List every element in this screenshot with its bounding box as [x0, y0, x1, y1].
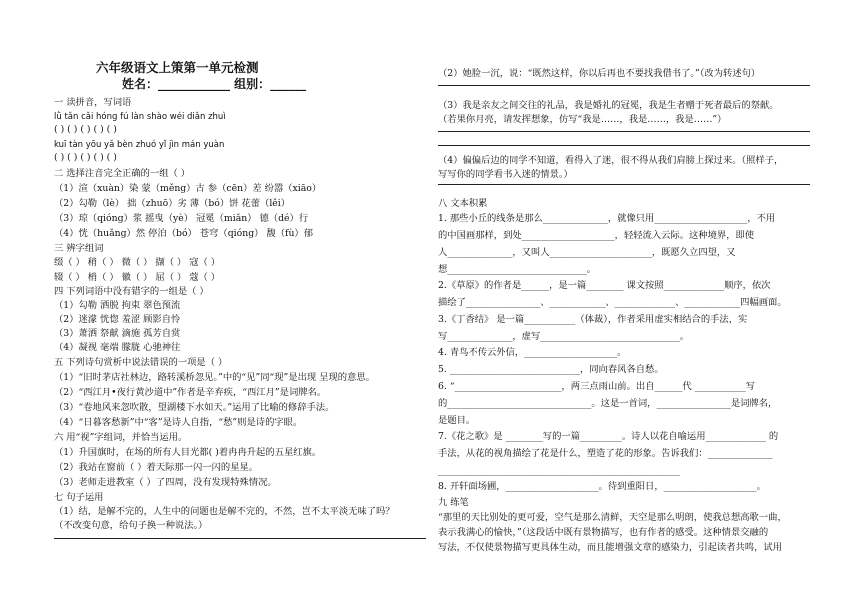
text-line: 6. “_______________________，两三点雨山前。出自______代 ___________写	[438, 381, 756, 392]
text-line: （3）琼（qióng）浆 摇曳（yè） 冠冕（miǎn） 德（dé）行	[54, 213, 309, 224]
text-line: （1）结，是解不完的，人生中的问题也是解不完的，不然，岂不太平淡无味了吗？	[54, 506, 395, 517]
text-line: （3）我是亲友之间交往的礼品，我是婚礼的冠冕，我是生者赠于死者最后的祭献。	[438, 100, 779, 111]
text-line: 3.《丁香结》 是一篇___________（体裁），作者采用虚实相结合的手法，实	[438, 314, 748, 325]
text-line: 7.《花之歌》是 ________写的一篇_________。诗人以花自喻运用_____________ 的	[438, 431, 779, 442]
answer-line	[438, 184, 810, 185]
text-line: 六 用“视”字组词，并恰当运用。	[54, 432, 188, 443]
text-line: 三 辨字组词	[54, 243, 104, 254]
text-line: （2）我站在窗前（ ）着天际那一闪一闪的星星。	[54, 462, 259, 473]
text-line: 5. ____________________________，同向春风各自愁。	[438, 364, 664, 375]
text-line: 1. 那些小丘的线条是那么______________，就像只用____________________，不用	[438, 213, 776, 224]
text-line: ____________________________________________________	[438, 465, 680, 476]
text-line: （4）偏偏后边的同学不知道，看得入了迷，很不得从我们肩膀上探过来。（照样子，	[438, 155, 784, 166]
text-line: “那里的天比别处的更可爱，空气是那么清鲜，天空是那么明朗，使我总想高歌一曲，	[438, 512, 787, 523]
answer-line	[54, 538, 426, 539]
text-line: 表示我满心的愉快，”（这段话中既有景物描写，也有作者的感受。这种情景交融的	[438, 527, 769, 538]
text-line: ( ) ( ) ( ) ( ) ( )	[54, 152, 117, 163]
text-line: 的_______________________________。这是一首词，________________是词牌名，	[438, 398, 778, 409]
text-line: （2）勾勒（lè） 拙（zhuō）劣 薄（bó）饼 花蕾（lěi）	[54, 198, 291, 209]
text-line: 一 读拼音，写词语	[54, 97, 132, 108]
text-line: 人______________，又叫人______________________，既愿久立四望，又	[438, 247, 736, 258]
text-line: 二 选择注音完全正确的一组（ ）	[54, 168, 191, 179]
text-line: （3）萧洒 祭献 滴施 孤芳自赏	[54, 328, 181, 339]
text-line: 辍（ ） 梢（ ） 徽（ ） 屈（ ） 蔻（ ）	[54, 272, 221, 283]
text-line: 4. 青鸟不传云外信，____________________。	[438, 347, 627, 358]
text-line: （1）勾勒 洒脱 拘束 翠色预流	[54, 300, 181, 311]
text-line: 手法，从花的视角描绘了花是什么，塑造了花的形象。告诉我们：______________	[438, 448, 773, 459]
text-line: 姓名：____________ 组别：______	[122, 77, 307, 91]
text-line: 是题目。	[438, 415, 476, 426]
text-line: ( ) ( ) ( ) ( ) ( )	[54, 124, 117, 135]
text-line: （2）迷濛 恍惚 羞涩 顾影自怜	[54, 314, 181, 325]
text-line: （1）渲（xuàn）染 蒙（měng）古 参（cēn）差 纷嚣（xiāo）	[54, 183, 322, 194]
text-line: 写法，不仅使景物描写更具体生动，而且能增强文章的感染力，引起读者共鸣，试用	[438, 542, 782, 553]
text-line: 的中国画那样，到处____________________，轻轻流入云际。这种境界，即使	[438, 230, 755, 241]
text-line: （3）“卷地风来忽吹散，望湖楼下水如天。”运用了比喻的修辞手法。	[54, 402, 335, 413]
text-line: （4）凝视 毫端 朦胧 心驰神往	[54, 342, 181, 353]
text-line: （若果你月亮，请发挥想象，仿写“我是……，我是……，我是……”）	[438, 114, 727, 125]
text-line: 五 下列诗句赏析中说法错误的一项是（ ）	[54, 357, 228, 368]
text-line: lǜ tǎn cǎi hóng fú làn shào wéi diǎn zhuì	[54, 112, 226, 122]
text-line: 描绘了________________、____________、_____________、____________四幅画面。	[438, 297, 787, 308]
text-line: （1）升国旗时，在场的所有人目光都( )着冉冉升起的五星红旗。	[54, 447, 322, 458]
text-line: 缀（ ） 稍（ ） 微（ ） 撷（ ） 寇（ ）	[54, 257, 221, 268]
text-line: （不改变句意，给句子换一种说法。）	[54, 520, 208, 531]
answer-line	[438, 131, 810, 132]
answer-line	[438, 85, 810, 86]
text-line: 想______________________________。	[438, 264, 597, 275]
text-line: （2）她脸一沉，说：“既然这样，你以后再也不要找我借书了。”（改为转述句）	[438, 68, 761, 79]
text-line: 写写你的同学看书入迷的情景。）	[438, 169, 573, 180]
text-line: 七 句子运用	[54, 492, 104, 503]
answer-line	[438, 145, 810, 146]
text-line: （1）“旧时茅店社林边，路转溪桥忽见。”中的“见”同“现”是出现 呈现的意思。	[54, 372, 375, 383]
text-line: kuī tàn yōu yǎ bèn zhuó yǐ jìn mán yuàn	[54, 140, 225, 150]
text-line: （4）“日暮客愁新”中“客”是诗人自指，“愁”则是诗的字眼。	[54, 417, 303, 428]
text-line: 2.《草原》的作者是______，是一篇________ 课文按照_____________顺序，依次	[438, 280, 771, 291]
text-line: 8. 开轩面场圃，____________________。待到重阳日，____________________。	[438, 481, 766, 492]
text-line: 写______________，虚写______________________________。	[438, 331, 690, 342]
page-title: 六年级语文上策第一单元检测	[96, 60, 259, 75]
text-line: 四 下列词语中没有错字的一组是（ ）	[54, 286, 209, 297]
text-line: （4）恍（huǎng）然 停泊（bó） 苍穹（qióng） 馥（fù）郁	[54, 228, 314, 239]
text-line: （2）“西江月•夜行黄沙道中”作者是辛弃疾，“西江月”是词牌名。	[54, 387, 327, 398]
text-line: 八 文本积累	[438, 198, 488, 209]
text-line: （3）老师走进教室（ ）了四周，没有发现特殊情况。	[54, 477, 277, 488]
text-line: 九 练笔	[438, 497, 469, 508]
